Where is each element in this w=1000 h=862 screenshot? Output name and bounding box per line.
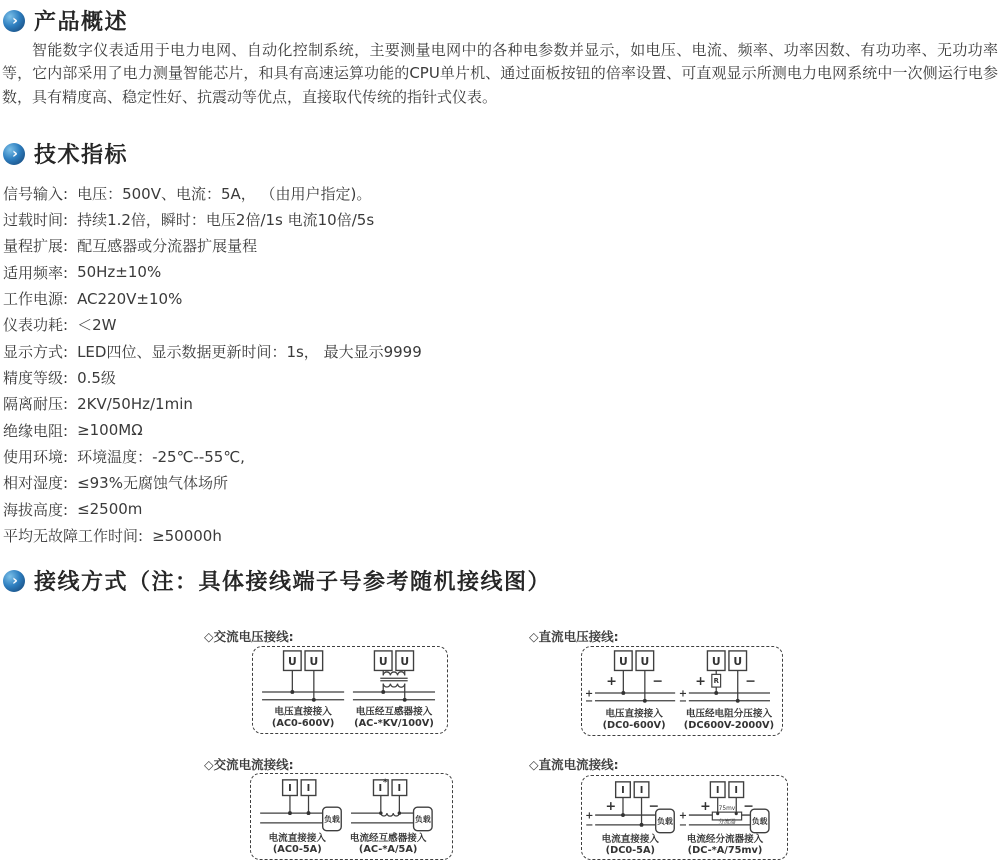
sub-caption: 电流经互感器接入 <box>349 832 427 844</box>
spec-label: 仪表功耗: <box>3 316 69 335</box>
bus-minus: − <box>678 820 688 832</box>
polarity-minus: − <box>743 798 754 814</box>
spec-label: 显示方式: <box>3 342 69 361</box>
spec-value: ≤2500m <box>77 500 143 519</box>
terminal-label: U <box>618 655 628 669</box>
terminal-label: I <box>734 785 739 797</box>
spec-value: ≤93%无腐蚀气体场所 <box>77 474 228 493</box>
spec-label: 工作电源: <box>3 290 69 309</box>
wiring-diagram-dc-voltage <box>581 646 783 736</box>
shunt-label: 分流器 <box>718 819 736 826</box>
wiring-group-label-ac-current: ◇交流电流接线: <box>204 757 294 772</box>
terminal-label: I <box>715 785 720 797</box>
specs-title: 技术指标 <box>34 143 129 168</box>
sub-caption: 电压经电阻分压接入 <box>685 708 773 720</box>
sub-caption: 电流经分流器接入 <box>686 833 764 845</box>
sub-caption: (AC-*A/5A) <box>358 844 418 856</box>
wiring-group-label-ac-voltage: ◇交流电压接线: <box>204 629 294 644</box>
load-label: 负载 <box>415 814 431 824</box>
sub-caption: (DC0-600V) <box>602 720 666 732</box>
terminal-label: U <box>378 655 388 669</box>
terminal-label: I <box>306 783 311 795</box>
spec-value: 2KV/50Hz/1min <box>77 394 193 413</box>
wiring-group-label-dc-current: ◇直流电流接线: <box>529 757 619 772</box>
spec-row <box>3 470 422 496</box>
spec-list <box>3 180 422 549</box>
terminal-boxes <box>284 651 414 671</box>
load-label: 负载 <box>324 814 340 824</box>
spec-row <box>3 522 422 548</box>
wiring-diagram-ac-voltage <box>252 646 448 734</box>
spec-row <box>3 364 422 390</box>
spec-row <box>3 496 422 522</box>
terminal-label: U <box>711 655 721 669</box>
spec-row <box>3 180 422 206</box>
terminal-boxes <box>615 651 747 671</box>
ac-current-diagram <box>251 774 452 859</box>
wires-and-bus <box>262 670 435 701</box>
spec-value: 电压：500V、电流：5A， （由用户指定)。 <box>77 184 372 203</box>
spec-value: ≥50000h <box>152 526 222 545</box>
polarity-plus: + <box>700 798 711 814</box>
bus-plus: + <box>585 688 594 700</box>
wiring-section-header <box>3 565 551 596</box>
wiring-group-label-dc-voltage: ◇直流电压接线: <box>529 629 619 644</box>
spec-label: 海拔高度: <box>3 500 69 519</box>
dc-current-diagram <box>582 776 787 859</box>
bus-minus: − <box>585 820 594 832</box>
terminal-label: U <box>309 655 319 669</box>
polarity-minus: − <box>648 798 660 814</box>
terminal-label: I <box>378 783 383 795</box>
wires-and-bus <box>260 795 432 830</box>
polarity-plus: + <box>606 673 617 689</box>
load-label: 负载 <box>751 816 768 826</box>
shunt-mv-label: 75mv <box>718 806 736 813</box>
terminal-label: I <box>288 783 292 795</box>
load-label: 负载 <box>657 816 673 826</box>
spec-label: 过载时间: <box>3 211 69 230</box>
spec-row <box>3 391 422 417</box>
spec-row <box>3 285 422 311</box>
spec-value: 持续1.2倍，瞬时：电压2倍/1s 电流10倍/5s <box>77 211 375 230</box>
polarity-minus: − <box>745 673 756 689</box>
sub-caption: 电压经互感器接入 <box>355 706 433 718</box>
sub-caption: (AC0-5A) <box>272 844 322 856</box>
spec-row <box>3 312 422 338</box>
bus-minus: − <box>678 696 688 708</box>
spec-value: 配互感器或分流器扩展量程 <box>77 237 258 256</box>
ct-coil <box>381 813 400 816</box>
bus-plus: + <box>678 810 688 822</box>
terminal-label: I <box>639 785 644 797</box>
ac-voltage-diagram <box>253 647 447 733</box>
resistor-label: R <box>713 677 719 686</box>
section-bullet-icon: › <box>3 143 25 165</box>
bus-minus: − <box>585 696 594 708</box>
overview-paragraph: 智能数字仪表适用于电力电网、自动化控制系统，主要测量电网中的各种电参数并显示，如电压、电流、频率、功率因数、有功功率、无功功率等，它内部采用了电力测量智能芯片，和具有高速运算功能的CPU单片机、通过面板按钮的倍率设置、可直观显示所测电力电网系统中一次侧运行电参数，具有精度高、稳定性好、抗震动等优点，直接取代传统的指针式仪表。 <box>2 41 998 106</box>
spec-value: LED四位、显示数据更新时间：1s， 最大显示9999 <box>77 342 422 361</box>
spec-label: 适用频率: <box>3 263 69 282</box>
spec-label: 相对湿度: <box>3 474 69 493</box>
spec-value: ＜2W <box>77 316 117 335</box>
overview-title: 产品概述 <box>34 10 129 35</box>
overview-section-header <box>3 5 128 36</box>
spec-value: 环境温度：-25℃--55℃, <box>77 448 245 467</box>
terminal-boxes <box>616 782 744 798</box>
sub-caption: 电流直接接入 <box>601 833 659 845</box>
spec-value: 50Hz±10% <box>77 263 162 282</box>
polarity-star: * <box>382 778 388 789</box>
polarity-plus: + <box>605 798 617 814</box>
spec-row <box>3 206 422 232</box>
spec-value: ≥100MΩ <box>77 421 143 440</box>
sub-caption: 电流直接接入 <box>268 832 326 844</box>
sub-caption: 电压直接接入 <box>605 708 663 720</box>
terminal-label: U <box>733 655 743 669</box>
dc-voltage-diagram <box>582 647 782 735</box>
specs-section-header <box>3 138 128 169</box>
terminal-label: I <box>397 783 402 795</box>
spec-value: AC220V±10% <box>77 289 183 308</box>
spec-row <box>3 338 422 364</box>
spec-row <box>3 259 422 285</box>
polarity-minus: − <box>652 673 663 689</box>
terminal-label: U <box>640 655 650 669</box>
terminal-label: I <box>621 785 625 797</box>
sub-caption: (DC600V-2000V) <box>683 720 775 732</box>
section-bullet-icon: › <box>3 570 25 592</box>
spec-label: 平均无故障工作时间: <box>3 527 144 546</box>
spec-label: 精度等级: <box>3 369 69 388</box>
polarity-plus: + <box>695 673 706 689</box>
wiring-diagram-dc-current <box>581 775 788 860</box>
bus-plus: + <box>585 810 594 822</box>
wiring-title: 接线方式（注：具体接线端子号参考随机接线图） <box>34 570 552 595</box>
spec-label: 使用环境: <box>3 448 69 467</box>
terminal-label: U <box>287 655 297 669</box>
wiring-diagram-ac-current <box>250 773 453 860</box>
sub-caption: (DC-*A/75mv) <box>687 845 763 857</box>
sub-caption: (AC-*KV/100V) <box>354 718 434 730</box>
bus-plus: + <box>678 688 688 700</box>
spec-label: 量程扩展: <box>3 237 69 256</box>
section-bullet-icon: › <box>3 10 25 32</box>
spec-label: 信号输入: <box>3 184 69 203</box>
terminal-label: U <box>400 655 410 669</box>
transformer-coil <box>383 684 405 688</box>
spec-row <box>3 417 422 443</box>
sub-caption: 电压直接接入 <box>274 706 332 718</box>
spec-label: 绝缘电阻: <box>3 421 69 440</box>
spec-value: 0.5级 <box>77 369 116 388</box>
spec-label: 隔离耐压: <box>3 395 69 414</box>
sub-caption: (DC0-5A) <box>605 845 655 857</box>
terminal-boxes <box>283 780 407 796</box>
spec-row <box>3 443 422 469</box>
spec-row <box>3 233 422 259</box>
sub-caption: (AC0-600V) <box>271 718 335 730</box>
